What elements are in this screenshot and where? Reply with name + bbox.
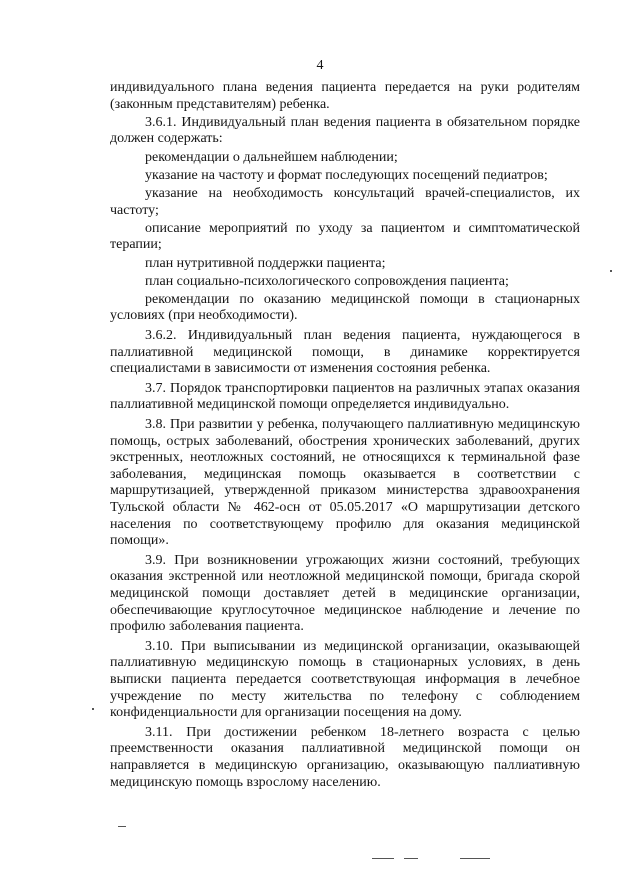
document-body [110, 80, 580, 793]
paragraph-continuation: индивидуального плана ведения пациента передается на руки родителям (законным представителям) ребенка. [110, 80, 580, 112]
list-item-visit-frequency: указание на частоту и формат последующих посещений педиатров; [145, 167, 548, 183]
paragraph-3-7: 3.7. Порядок транспортировки пациентов на различных этапах оказания паллиативной медицинской помощи определяется индивидуально. [110, 380, 580, 413]
paragraph-3-6-1: 3.6.1. Индивидуальный план ведения пациента в обязательном порядке должен содержать: [110, 114, 580, 147]
paragraph-3-10: 3.10. При выписывании из медицинской организации, оказывающей паллиативную медицинскую помощь в стационарных условиях, в день выписки пациента передается соответствующая информация в лечебное учреждение по месту жительства по телефону с соблюдением конфиденциальности для организации посещения на дому. [110, 638, 580, 721]
paragraph-3-9: 3.9. При возникновении угрожающих жизни состояний, требующих оказания экстренной или неотложной медицинской помощи, бригада скорой медицинской помощи доставляет детей в медицинские организации, обеспечивающие круглосуточное медицинское наблюдение и лечение по профилю заболевания пациента. [110, 552, 580, 635]
page-number: 4 [316, 58, 324, 73]
list-item-psychosocial: план социально-психологического сопровождения пациента; [145, 273, 509, 289]
list-item-nutrition: план нутритивной поддержки пациента; [145, 255, 386, 271]
paragraph-3-11: 3.11. При достижении ребенком 18-летнего возраста с целью преемственности оказания паллиативной медицинской помощи он направляется в медицинскую организацию, оказывающую паллиативную медицинскую помощь взрослому населению. [110, 724, 580, 790]
paragraph-3-8: 3.8. При развитии у ребенка, получающего паллиативную медицинскую помощь, острых заболеваний, обострения хронических заболеваний, других экстренных, неотложных состояний, не относящихся к терминальной фазе заболевания, медицинская помощь оказывается в соответствии с маршрутизацией, утвержденной приказом министерства здравоохранения Тульской области № 462-осн от 05.05.2017 «О маршрутизации детского населения по соответствующему профилю для оказания медицинской помощи». [110, 417, 580, 549]
list-item-consultations: указание на необходимость консультаций врачей-специалистов, их частоту; [110, 185, 580, 218]
paragraph-3-6-2: 3.6.2. Индивидуальный план ведения пациента, нуждающегося в паллиативной медицинской помощи, в динамике корректируется специалистами в зависимости от изменения состояния ребенка. [110, 328, 580, 377]
list-item-inpatient: рекомендации по оказанию медицинской помощи в стационарных условиях (при необходимости). [110, 291, 580, 324]
list-item-care-measures: описание мероприятий по уходу за пациентом и симптоматической терапии; [110, 220, 580, 253]
list-item-recommendations: рекомендации о дальнейшем наблюдении; [145, 149, 398, 165]
